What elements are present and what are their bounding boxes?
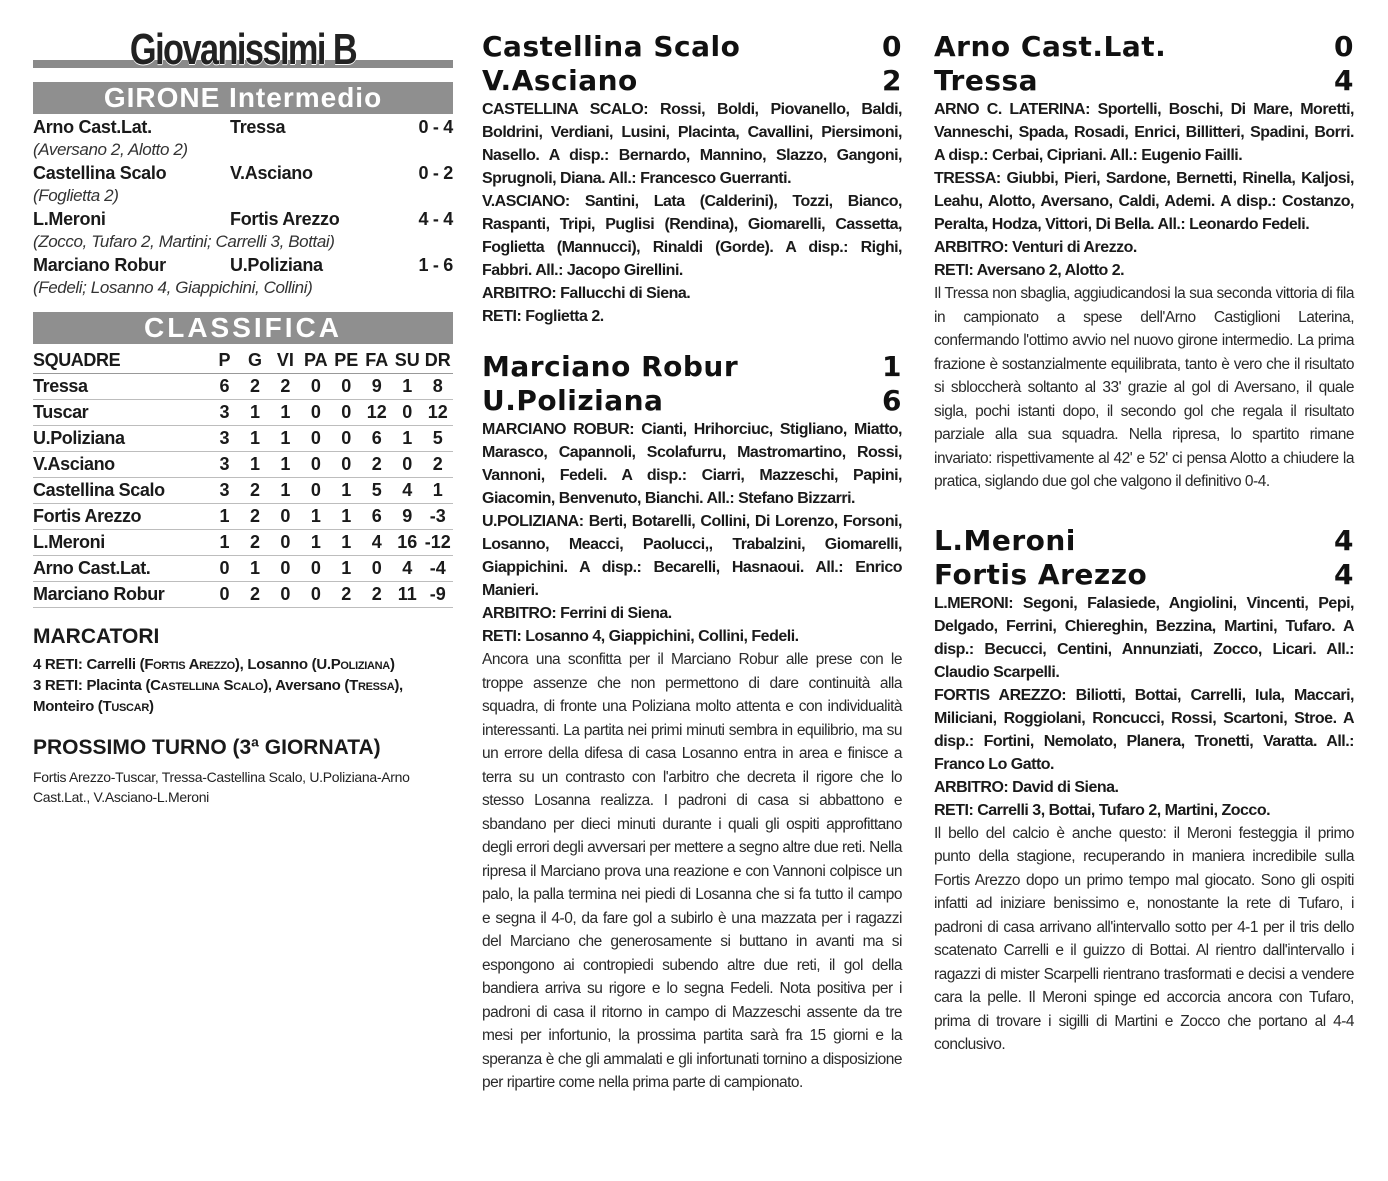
match-report: Ancora una sconfitta per il Marciano Robur alle prese con le troppe assenze che non permettono di dare continuità alla squadra, di fronte una Poliziana molto attenta e con individualità interessanti. La partita nei primi minuti sembra in equilibrio, ma su un errore della difesa di casa Losanno entra in area e finisce a terra su un contrasto con l'arbitro che decreta il rigore che lo stesso Losanna realizza. I padroni di casa si abbattono e sbandano per dieci minuti durante i quali gli ospiti approfittano degli errori degli avversari per mettere a segno altre due reti. Nella ripresa il Marciano prova una reazione e con Vannoni colpisce un palo, la palla termina nei piedi di Losanna che si fa tutto il campo e segna il 4-0, da fare gol a subirlo è una mazzata per i ragazzi del Marciano che generosamente si buttano in avanti ma si espongono ai contropiedi subendo altre due reti, il gol della bandiera arriva su rigore e lo segna Fedeli. Nota positiva per i padroni di casa il ritorno in campo di Mazzeschi assente da tre mesi per infortunio, la prossima partita sarà fra 15 giorni e la speranza è che gli ammalati e gli infortunati tornino a disposizione per ripartire come nella prima parte di campionato. bbox=[482, 651, 902, 1091]
stat-cell: 2 bbox=[432, 454, 443, 474]
stat-cell: 1 bbox=[249, 454, 260, 474]
scorers-line bbox=[33, 675, 453, 696]
stat-cell: 3 bbox=[219, 428, 230, 448]
match-home-line bbox=[934, 524, 1354, 558]
match-away-team: Fortis Arezzo bbox=[934, 557, 1148, 591]
stat-cell: 5 bbox=[432, 428, 443, 448]
score: 0 - 4 bbox=[418, 117, 453, 137]
group-band: GIRONE Intermedio bbox=[33, 82, 453, 114]
goals: RETI: Aversano 2, Alotto 2. bbox=[934, 262, 1125, 279]
scorer-text: ), bbox=[394, 677, 403, 694]
stat-cell: 6 bbox=[371, 506, 382, 526]
header-cell: VI bbox=[276, 350, 294, 370]
stat-cell: 0 bbox=[219, 558, 230, 578]
match-away-team: Tressa bbox=[934, 64, 1039, 97]
result-row bbox=[33, 254, 453, 276]
scorers-heading: MARCATORI bbox=[33, 625, 160, 648]
match-away-line bbox=[482, 64, 902, 98]
header-cell: SU bbox=[394, 350, 420, 370]
stat-cell: 1 bbox=[402, 376, 413, 396]
match-home-score: 0 bbox=[882, 30, 902, 63]
match-away-team: V.Asciano bbox=[482, 64, 638, 97]
header-cell: DR bbox=[424, 350, 451, 370]
stat-cell: 0 bbox=[310, 558, 321, 578]
match-home-score: 1 bbox=[882, 350, 902, 383]
scorer-text: ) bbox=[389, 656, 395, 673]
stat-cell: 3 bbox=[219, 454, 230, 474]
stat-cell: 4 bbox=[402, 558, 413, 578]
scorer-team: Fortis Arezzo bbox=[144, 656, 235, 673]
stat-cell: 16 bbox=[397, 532, 418, 552]
team-name-cell: V.Asciano bbox=[33, 454, 115, 474]
standings-band: CLASSIFICA bbox=[33, 312, 453, 344]
away-team: Fortis Arezzo bbox=[230, 209, 340, 229]
match-home-team: Arno Cast.Lat. bbox=[934, 30, 1167, 63]
score: 1 - 6 bbox=[418, 255, 453, 275]
standings-row bbox=[33, 556, 453, 582]
stat-cell: 2 bbox=[249, 584, 260, 604]
next-round-fixtures: Fortis Arezzo-Tuscar, Tressa-Castellina Scalo, U.Poliziana-Arno Cast.Lat., V.Asciano-L.Meroni bbox=[33, 769, 410, 805]
referee: ARBITRO: David di Siena. bbox=[934, 778, 1119, 796]
referee: ARBITRO: Fallucchi di Siena. bbox=[482, 285, 691, 302]
stat-cell: 9 bbox=[371, 376, 382, 396]
team-name-cell: Tuscar bbox=[33, 402, 89, 422]
standings-row bbox=[33, 400, 453, 426]
header-cell: G bbox=[247, 350, 262, 370]
stat-cell: 1 bbox=[432, 480, 443, 500]
goals: RETI: Carrelli 3, Bottai, Tufaro 2, Martini, Zocco. bbox=[934, 801, 1271, 819]
match-reports-column-center bbox=[482, 30, 902, 1117]
match-away-score: 6 bbox=[882, 384, 902, 417]
scorer-text: ) bbox=[148, 698, 154, 715]
home-lineup: L.MERONI: Segoni, Falasiede, Angiolini, Vincenti, Pepi, Delgado, Ferrini, Chiereghin, Bezzina, Martini, Tufaro. A disp.: Becucci, Centini, Annunziati, Zocco, Licari. All.: Claudio Scarpelli. bbox=[934, 594, 1354, 681]
match-meroni-fortis bbox=[934, 524, 1354, 1057]
stat-cell: 1 bbox=[341, 480, 352, 500]
match-away-score: 2 bbox=[882, 64, 902, 97]
stat-cell: 1 bbox=[219, 532, 230, 552]
scorer-text: Monteiro ( bbox=[33, 698, 103, 715]
team-name-cell: U.Poliziana bbox=[33, 428, 125, 448]
stat-cell: 0 bbox=[341, 402, 352, 422]
away-team: V.Asciano bbox=[230, 163, 313, 183]
standings-row bbox=[33, 582, 453, 608]
stat-cell: 0 bbox=[280, 558, 291, 578]
team-name-cell: L.Meroni bbox=[33, 532, 105, 552]
stat-cell: 8 bbox=[432, 376, 443, 396]
stat-cell: 9 bbox=[402, 506, 413, 526]
match-home-team: Marciano Robur bbox=[482, 350, 739, 383]
stat-cell: 2 bbox=[249, 532, 260, 552]
match-castellina-asciano bbox=[482, 30, 902, 328]
score: 0 - 2 bbox=[418, 163, 453, 183]
result-row bbox=[33, 116, 453, 138]
match-report: Il Tressa non sbaglia, aggiudicandosi la sua seconda vittoria di fila in campionato a spese dell'Arno Castiglioni Laterina, confermando l'ottimo avvio nel nuovo girone intermedio. La prima frazione è sostanzialmente equilibrata, tanto è vero che il risultato si sbloccherà soltanto al 33' grazie al gol di Aversano, il quale sigla, pochi istanti dopo, il secondo gol che regala il risultato parziale alla sua squadra. Nella ripresa, lo spartito rimane invariato: rispettivamente al 42' e 52' ci pensa Alotto a chiudere la pratica, siglando due gol che valgono il definitivo 0-4. bbox=[934, 285, 1354, 490]
header-cell: P bbox=[218, 350, 231, 370]
stat-cell: -9 bbox=[429, 584, 446, 604]
scorers-line bbox=[33, 654, 453, 675]
results-list bbox=[33, 116, 453, 300]
match-away-line bbox=[934, 558, 1354, 592]
goals: RETI: Losanno 4, Giappichini, Collini, Fedeli. bbox=[482, 628, 799, 645]
standings-row bbox=[33, 426, 453, 452]
stat-cell: 0 bbox=[280, 506, 291, 526]
scorer-text: ), Aversano ( bbox=[263, 677, 350, 694]
match-arno-tressa bbox=[934, 30, 1354, 494]
away-team: U.Poliziana bbox=[230, 255, 323, 275]
scorer-team: U.Poliziana bbox=[316, 656, 390, 673]
stat-cell: 0 bbox=[402, 454, 413, 474]
standings-row bbox=[33, 374, 453, 400]
stat-cell: 0 bbox=[371, 558, 382, 578]
match-home-line bbox=[934, 30, 1354, 64]
match-home-line bbox=[482, 30, 902, 64]
match-away-team: U.Poliziana bbox=[482, 384, 664, 417]
stat-cell: 6 bbox=[371, 428, 382, 448]
stat-cell: 2 bbox=[280, 376, 291, 396]
stat-cell: 1 bbox=[280, 454, 291, 474]
section-title: Giovanissimi B bbox=[129, 25, 357, 74]
stat-cell: 11 bbox=[397, 584, 417, 604]
away-lineup: FORTIS AREZZO: Biliotti, Bottai, Carrelli, Iula, Maccari, Miliciani, Roggiolani, Roncucci, Rossi, Scartoni, Stroe. A disp.: Fortini, Nemolato, Planera, Tronetti, Varatta. All.: Franco Lo Gatto. bbox=[934, 686, 1354, 773]
stat-cell: 1 bbox=[280, 480, 291, 500]
stat-cell: 0 bbox=[402, 402, 413, 422]
match-marciano-poliziana bbox=[482, 350, 902, 1095]
standings-row bbox=[33, 504, 453, 530]
stat-cell: 2 bbox=[249, 376, 260, 396]
stat-cell: 5 bbox=[371, 480, 382, 500]
stat-cell: 1 bbox=[341, 532, 352, 552]
stat-cell: 0 bbox=[280, 584, 291, 604]
team-name-cell: Castellina Scalo bbox=[33, 480, 165, 500]
stat-cell: 0 bbox=[280, 532, 291, 552]
scorer-text: ), Losanno ( bbox=[234, 656, 317, 673]
standings-row bbox=[33, 478, 453, 504]
result-scorers: (Aversano 2, Alotto 2) bbox=[33, 140, 188, 159]
stat-cell: 1 bbox=[249, 558, 260, 578]
home-lineup: ARNO C. LATERINA: Sportelli, Boschi, Di Mare, Moretti, Vanneschi, Spada, Rosadi, Enrici, Billitteri, Spadini, Borri. A disp.: Cerbai, Cipriani. All.: Eugenio Failli. bbox=[934, 101, 1354, 164]
away-lineup: V.ASCIANO: Santini, Lata (Calderini), Tozzi, Bianco, Raspanti, Tripi, Puglisi (Rendina), Giomarelli, Cassetta, Foglietta (Mannucci), Rinaldi (Gorde). A disp.: Righi, Fabbri. All.: Jacopo Girellini. bbox=[482, 193, 902, 279]
goal-count: 4 RETI: bbox=[33, 656, 83, 673]
scorer-text: Placinta ( bbox=[86, 677, 151, 694]
home-lineup: CASTELLINA SCALO: Rossi, Boldi, Piovanello, Baldi, Boldrini, Verdiani, Lusini, Placinta, Cavallini, Piersimoni, Nasello. A disp.: Bernardo, Mannino, Slazzo, Gangoni, Sprugnoli, Diana. All.: Francesco Guerranti. bbox=[482, 101, 902, 187]
next-round-heading: PROSSIMO TURNO (3ª GIORNATA) bbox=[33, 736, 381, 759]
stat-cell: -3 bbox=[429, 506, 446, 526]
stat-cell: 0 bbox=[310, 376, 321, 396]
stat-cell: 1 bbox=[341, 558, 352, 578]
team-name-cell: Marciano Robur bbox=[33, 584, 165, 604]
stat-cell: 1 bbox=[219, 506, 230, 526]
result-item bbox=[33, 162, 453, 208]
scorer-team: Castellina Scalo bbox=[150, 677, 264, 694]
stat-cell: 3 bbox=[219, 402, 230, 422]
match-home-score: 4 bbox=[1334, 523, 1354, 557]
match-reports-column-right bbox=[934, 30, 1354, 1079]
referee: ARBITRO: Venturi di Arezzo. bbox=[934, 239, 1137, 256]
top-scorers bbox=[33, 654, 453, 717]
team-name-cell: Tressa bbox=[33, 376, 88, 396]
stat-cell: 1 bbox=[280, 402, 291, 422]
result-item bbox=[33, 208, 453, 254]
result-scorers: (Zocco, Tufaro 2, Martini; Carrelli 3, Bottai) bbox=[33, 232, 335, 251]
stat-cell: 4 bbox=[402, 480, 413, 500]
scorer-team: Tuscar bbox=[102, 698, 149, 715]
stat-cell: 4 bbox=[371, 532, 382, 552]
team-name-cell: Fortis Arezzo bbox=[33, 506, 142, 526]
home-team: Arno Cast.Lat. bbox=[33, 117, 152, 137]
stat-cell: 0 bbox=[341, 428, 352, 448]
result-row bbox=[33, 162, 453, 184]
stat-cell: 2 bbox=[371, 454, 382, 474]
home-lineup: MARCIANO ROBUR: Cianti, Hrihorciuc, Stigliano, Miatto, Marasco, Capannoli, Scolafurru, Mastromartino, Rossi, Vannoni, Fedeli. A disp.: Ciarri, Mazzeschi, Papini, Giacomin, Benvenuto, Bianchi. All.: Stefano Bizzarri. bbox=[482, 421, 902, 507]
standings-table bbox=[33, 348, 453, 608]
stat-cell: 3 bbox=[219, 480, 230, 500]
home-team: Castellina Scalo bbox=[33, 163, 167, 183]
stat-cell: 0 bbox=[310, 480, 321, 500]
header-cell: FA bbox=[365, 350, 389, 370]
home-team: L.Meroni bbox=[33, 209, 106, 229]
stat-cell: 0 bbox=[310, 584, 321, 604]
match-home-team: Castellina Scalo bbox=[482, 30, 741, 63]
team-name-cell: Arno Cast.Lat. bbox=[33, 558, 151, 578]
stat-cell: 12 bbox=[366, 402, 387, 422]
match-away-line bbox=[482, 384, 902, 418]
result-item bbox=[33, 116, 453, 162]
goals: RETI: Foglietta 2. bbox=[482, 308, 604, 325]
standings-row bbox=[33, 530, 453, 556]
match-home-team: L.Meroni bbox=[934, 523, 1076, 557]
standings-header-row bbox=[33, 348, 453, 374]
stat-cell: 1 bbox=[249, 428, 260, 448]
goal-count: 3 RETI: bbox=[33, 677, 83, 694]
standings-column bbox=[33, 25, 453, 807]
scorer-text: Carrelli ( bbox=[86, 656, 145, 673]
away-lineup: TRESSA: Giubbi, Pieri, Sardone, Bernetti, Rinella, Kaljosi, Leahu, Alotto, Aversano, Caldi, Ademi. A disp.: Costanzo, Peralta, Hodza, Vittori, Di Bella. All.: Leonardo Fedeli. bbox=[934, 170, 1354, 233]
match-home-line bbox=[482, 350, 902, 384]
header-cell: PE bbox=[334, 350, 359, 370]
stat-cell: 0 bbox=[341, 454, 352, 474]
stat-cell: 2 bbox=[371, 584, 382, 604]
stat-cell: -4 bbox=[429, 558, 446, 578]
stat-cell: 0 bbox=[341, 376, 352, 396]
stat-cell: 2 bbox=[341, 584, 352, 604]
match-report: Il bello del calcio è anche questo: il Meroni festeggia il primo punto della stagione, recuperando in maniera incredibile sulla Fortis Arezzo dopo un primo tempo mal giocato. Sono gli ospiti infatti ad iniziare benissimo e, nonostante la rete di Tufaro, i padroni di casa arrivano all'intervallo sotto per 4-1 per il tris dello scatenato Carrelli e il guizzo di Bottai. Al rientro dall'intervallo i ragazzi di mister Scarpelli rientrano trasformati e decisi a vendere cara la pelle. Il Meroni spinge ed accorcia ancora con Tufaro, prima di trovare i sigilli di Martini e Zocco che portano al 4-4 conclusivo. bbox=[934, 824, 1354, 1053]
stat-cell: 12 bbox=[427, 402, 448, 422]
header-cell: SQUADRE bbox=[33, 350, 121, 370]
stat-cell: 1 bbox=[402, 428, 413, 448]
stat-cell: 1 bbox=[310, 532, 321, 552]
stat-cell: 1 bbox=[310, 506, 321, 526]
standings-row bbox=[33, 452, 453, 478]
match-away-score: 4 bbox=[1334, 557, 1354, 591]
stat-cell: 1 bbox=[249, 402, 260, 422]
result-scorers: (Foglietta 2) bbox=[33, 186, 119, 205]
home-team: Marciano Robur bbox=[33, 255, 166, 275]
standings-body bbox=[33, 374, 453, 608]
stat-cell: -12 bbox=[424, 532, 451, 552]
stat-cell: 2 bbox=[249, 480, 260, 500]
stat-cell: 2 bbox=[249, 506, 260, 526]
stat-cell: 0 bbox=[310, 402, 321, 422]
match-away-score: 4 bbox=[1334, 64, 1354, 97]
away-team: Tressa bbox=[230, 117, 286, 137]
scorer-team: Tressa bbox=[349, 677, 395, 694]
result-scorers: (Fedeli; Losanno 4, Giappichini, Collini) bbox=[33, 278, 313, 297]
match-away-line bbox=[934, 64, 1354, 98]
score: 4 - 4 bbox=[418, 209, 453, 229]
referee: ARBITRO: Ferrini di Siena. bbox=[482, 605, 672, 622]
result-item bbox=[33, 254, 453, 300]
header-cell: PA bbox=[304, 350, 328, 370]
stat-cell: 1 bbox=[280, 428, 291, 448]
stat-cell: 6 bbox=[219, 376, 230, 396]
result-row bbox=[33, 208, 453, 230]
stat-cell: 0 bbox=[310, 454, 321, 474]
stat-cell: 0 bbox=[310, 428, 321, 448]
match-home-score: 0 bbox=[1334, 30, 1354, 63]
stat-cell: 1 bbox=[341, 506, 352, 526]
scorers-line bbox=[33, 696, 453, 717]
stat-cell: 0 bbox=[219, 584, 230, 604]
away-lineup: U.POLIZIANA: Berti, Botarelli, Collini, Di Lorenzo, Forsoni, Losanno, Meacci, Paolucci,, Trabalzini, Giomarelli, Giappichini. A disp.: Becarelli, Hasnaoui. All.: Enrico Manieri. bbox=[482, 513, 902, 599]
